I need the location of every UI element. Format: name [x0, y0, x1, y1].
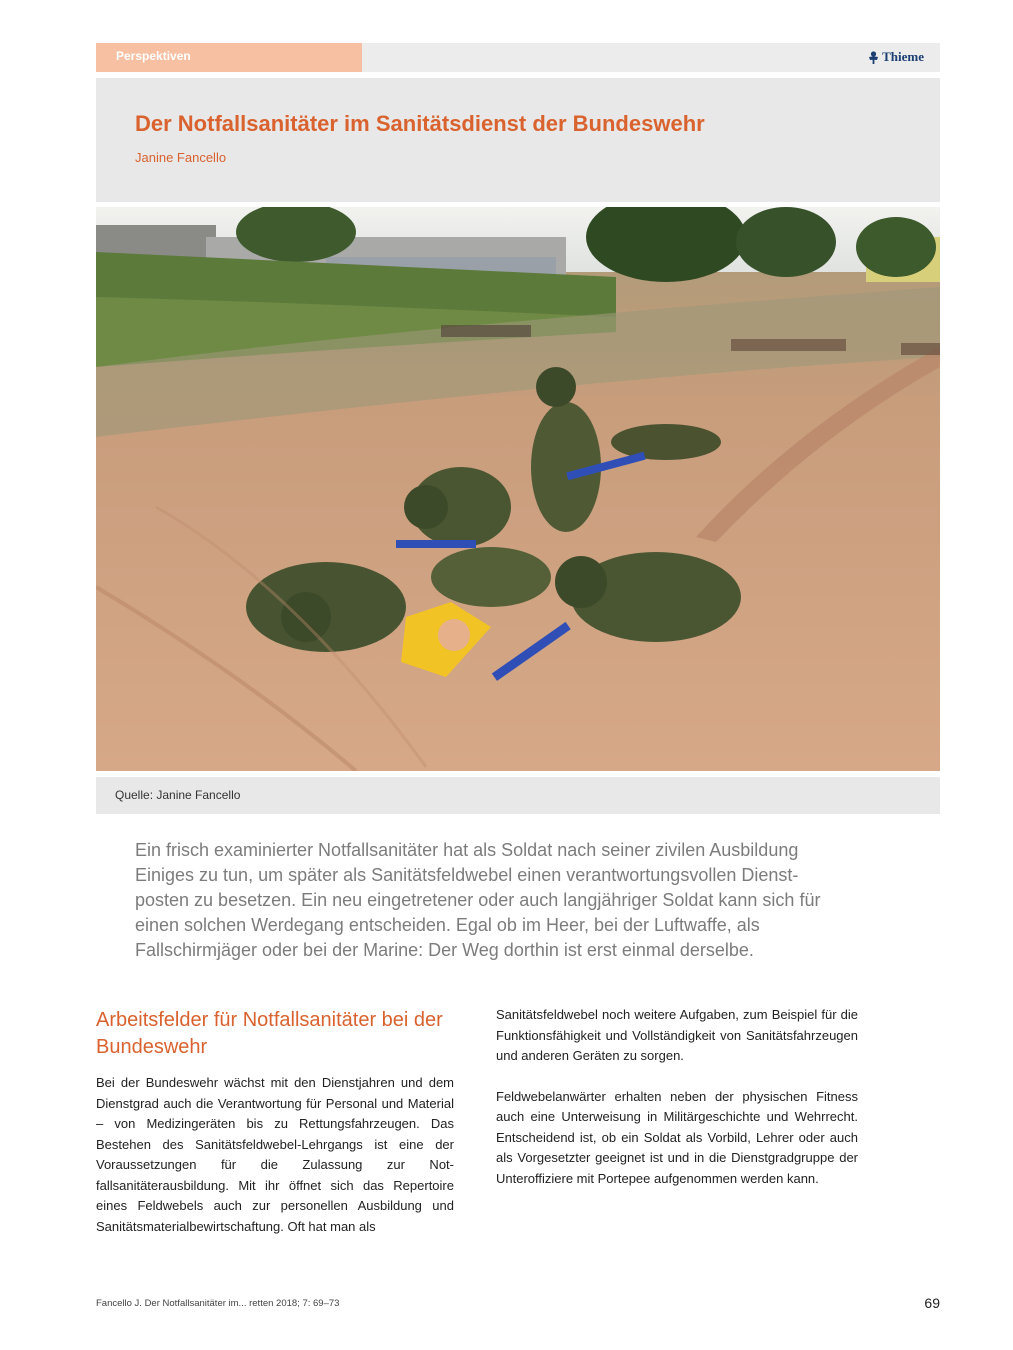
body-paragraph-2: Feldwebelanwärter erhalten neben der physischen Fitness auch eine Unterweisung in Militärgeschichte und Wehrrecht. Entscheidend ist, ob ein Soldat als Vorbild, Lehrer oder auch als Vorgesetzter geeignet ist und in die Dienstgradgruppe der Unteroffiziere mit Portepee aufgenommen werden kann.: [496, 1088, 858, 1186]
thieme-logo-icon: [868, 51, 879, 64]
section-label: Perspektiven: [96, 43, 362, 72]
article-photo: [96, 207, 940, 771]
article-author: Janine Fancello: [135, 150, 227, 165]
column-left: [96, 1007, 454, 1237]
photo-caption: Quelle: Janine Fancello: [115, 788, 241, 802]
lead-paragraph: Ein frisch examinierter Notfallsanitäter hat als Soldat nach seiner zivilen Ausbildung Einiges zu tun, um später als Sanitätsfeldwebel einen verantwortungsvollen Dienstposten zu besetzen. Ein neu eingetretener oder auch langjähriger Soldat kann sich für einen solchen Werdegang entscheiden. Egal ob im Heer, bei der Luftwaffe, als Fallschirmjäger oder bei der Marine: Der Weg dorthin ist erst einmal derselbe.: [135, 840, 821, 960]
caption-bar: [96, 777, 940, 814]
page-number: 69: [924, 1295, 940, 1311]
footer-citation: Fancello J. Der Notfallsanitäter im... retten 2018; 7: 69–73: [96, 1298, 340, 1309]
body-paragraph-1: Bei der Bundeswehr wächst mit den Dienstjahren und dem Dienstgrad auch die Verantwortung für Personal und Material – von Medizingeräten bis zu Rettungsfahrzeugen. Das Bestehen des Sanitätsfeldwebel-Lehrgangs ist eine der Voraussetzungen für die Zulassung zur Notfallsanitäterausbildung. Mit ihr öffnet sich das Repertoire eines Feldwebels auch zur personellen Ausbildung und Sanitätsmaterialbewirtschaftung. Oft hat man als: [96, 1075, 454, 1234]
publisher-logo: [868, 49, 924, 65]
column-right: [496, 1005, 858, 1189]
title-box: [96, 78, 940, 202]
publisher-name: Thieme: [882, 49, 924, 64]
body-paragraph-1-continued: Sanitätsfeldwebel noch weitere Aufgaben, zum Beispiel für die Funktionsfähigkeit und Vollständigkeit von Sanitätsfahrzeugen und anderen Geräten zu sorgen.: [496, 1007, 858, 1063]
header-bar: [96, 43, 940, 72]
section-heading: Arbeitsfelder für Notfallsanitäter bei der Bundeswehr: [96, 1009, 443, 1058]
article-title: Der Notfallsanitäter im Sanitätsdienst der Bundeswehr: [135, 111, 705, 136]
